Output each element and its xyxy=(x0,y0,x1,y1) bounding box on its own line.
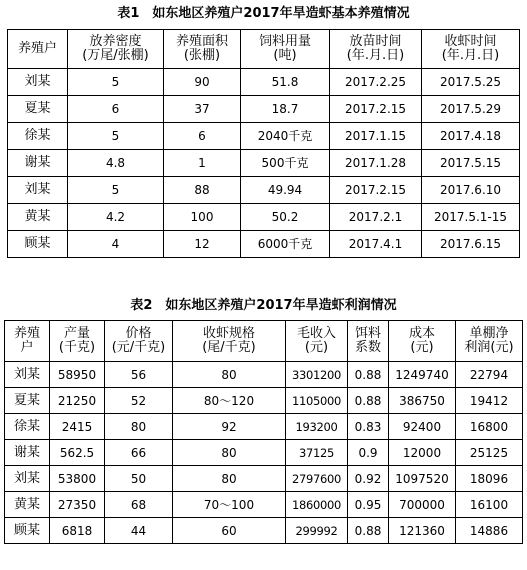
table2-data-cell: 52 xyxy=(105,388,173,414)
table2-data-cell: 0.92 xyxy=(348,466,389,492)
table1-title: 表1 如东地区养殖户2017年旱造虾基本养殖情况 xyxy=(117,6,410,21)
table1-header-row xyxy=(8,30,520,69)
table1-header-text: 养殖户 xyxy=(17,41,57,56)
table1-data-cell: 2017.5.29 xyxy=(422,96,520,123)
table2-data-cell: 0.88 xyxy=(348,362,389,388)
table1-header-cell xyxy=(330,30,422,69)
table1-table-row xyxy=(8,177,520,204)
table2-data-cell: 50 xyxy=(105,466,173,492)
table2-data-cell: 2415 xyxy=(50,414,105,440)
table1-data-cell: 49.94 xyxy=(241,177,330,204)
farmer-name-cell: 刘某 xyxy=(8,177,68,204)
table1-data-cell: 1 xyxy=(164,150,241,177)
table1-data-cell: 2017.2.25 xyxy=(330,69,422,96)
table2-header-text: 利润(元) xyxy=(464,340,514,355)
table1-data-cell: 50.2 xyxy=(241,204,330,231)
table1-data-cell: 37 xyxy=(164,96,241,123)
table2-data-cell: 68 xyxy=(105,492,173,518)
table2-table-row xyxy=(5,362,523,388)
table2-table-row xyxy=(5,388,523,414)
farmer-name-cell: 黄某 xyxy=(5,492,50,518)
table2-data-cell: 0.88 xyxy=(348,518,389,544)
table1-data-cell: 4 xyxy=(68,231,164,258)
table2-header-text: 单棚净 xyxy=(469,326,509,341)
table1-header-cell xyxy=(241,30,330,69)
table2-header-text: 价格 xyxy=(125,326,152,341)
table2-data-cell: 1249740 xyxy=(389,362,456,388)
farmer-name-cell: 谢某 xyxy=(5,440,50,466)
table1-table-row xyxy=(8,231,520,258)
table1-data-cell: 4.8 xyxy=(68,150,164,177)
table2-header-text: 系数 xyxy=(354,340,381,355)
table2-data-cell: 0.88 xyxy=(348,388,389,414)
table2-data-cell: 70～100 xyxy=(173,492,286,518)
table1-header-cell xyxy=(164,30,241,69)
table2-data-cell: 0.9 xyxy=(348,440,389,466)
table1-data-cell: 2017.1.15 xyxy=(330,123,422,150)
table2-header-cell xyxy=(5,321,50,362)
table2-header-cell xyxy=(173,321,286,362)
table2-data-cell: 562.5 xyxy=(50,440,105,466)
table2-data-cell: 66 xyxy=(105,440,173,466)
table1-header-text: 放苗时间 xyxy=(349,34,402,49)
table2-data-cell: 19412 xyxy=(456,388,523,414)
table2-header-cell xyxy=(389,321,456,362)
table2-table-row xyxy=(5,492,523,518)
table1-header-text: 养殖面积 xyxy=(175,34,228,49)
table2-data-cell: 1860000 xyxy=(286,492,348,518)
table2-header-text: (千克) xyxy=(58,340,96,355)
table2-data-cell: 80 xyxy=(173,362,286,388)
table1-header-text: 收虾时间 xyxy=(444,34,497,49)
table2-table-row xyxy=(5,466,523,492)
table1-data-cell: 500千克 xyxy=(241,150,330,177)
table1-header-text: (吨) xyxy=(273,48,297,63)
table2-data-cell: 92 xyxy=(173,414,286,440)
farmer-name-cell: 刘某 xyxy=(5,362,50,388)
table2-data-cell: 27350 xyxy=(50,492,105,518)
table1-header-text: (万尾/张棚) xyxy=(82,48,149,63)
table2-header-cell xyxy=(456,321,523,362)
table2-data-cell: 56 xyxy=(105,362,173,388)
table2-table-row xyxy=(5,440,523,466)
table2-data-cell: 37125 xyxy=(286,440,348,466)
table2-header-cell xyxy=(348,321,389,362)
table1-data-cell: 12 xyxy=(164,231,241,258)
table2-data-cell: 12000 xyxy=(389,440,456,466)
table2-data-cell: 6818 xyxy=(50,518,105,544)
table2-header-text: (元/千克) xyxy=(111,340,166,355)
table2-data-cell: 58950 xyxy=(50,362,105,388)
table2-header-row xyxy=(5,321,523,362)
table2-data-cell: 16100 xyxy=(456,492,523,518)
table1-data-cell: 2017.5.25 xyxy=(422,69,520,96)
table2-data-cell: 80～120 xyxy=(173,388,286,414)
table1-data-cell: 6 xyxy=(164,123,241,150)
farmer-name-cell: 谢某 xyxy=(8,150,68,177)
table1-header-cell xyxy=(422,30,520,69)
table1-data-cell: 100 xyxy=(164,204,241,231)
table1-data-cell: 2017.6.15 xyxy=(422,231,520,258)
table2-header-text: 成本 xyxy=(408,326,435,341)
table2-data-cell: 60 xyxy=(173,518,286,544)
table2-data-cell: 80 xyxy=(173,466,286,492)
table2-data-cell: 80 xyxy=(105,414,173,440)
farmer-name-cell: 夏某 xyxy=(8,96,68,123)
table2-data-cell: 80 xyxy=(173,440,286,466)
table1-header-cell xyxy=(68,30,164,69)
table1-data-cell: 90 xyxy=(164,69,241,96)
table2-data-cell: 700000 xyxy=(389,492,456,518)
table2-header-text: 收虾规格 xyxy=(202,326,255,341)
table1-data-cell: 2017.2.15 xyxy=(330,96,422,123)
table2-header-text: 养殖 xyxy=(13,326,40,341)
table1-data-cell: 5 xyxy=(68,177,164,204)
table2-data-cell: 21250 xyxy=(50,388,105,414)
table1-data-cell: 2017.5.15 xyxy=(422,150,520,177)
table1-table-row xyxy=(8,96,520,123)
table2-data-cell: 299992 xyxy=(286,518,348,544)
table1-data-cell: 2017.5.1-15 xyxy=(422,204,520,231)
table1-header-cell xyxy=(8,30,68,69)
table2-data-cell: 0.95 xyxy=(348,492,389,518)
table1-data-cell: 2017.4.18 xyxy=(422,123,520,150)
table1-data-cell: 2017.2.1 xyxy=(330,204,422,231)
table2-table-row xyxy=(5,414,523,440)
table2-data-cell: 0.83 xyxy=(348,414,389,440)
table1-data-cell: 2017.2.15 xyxy=(330,177,422,204)
table1-table-row xyxy=(8,123,520,150)
table1-data-cell: 6 xyxy=(68,96,164,123)
table2-data-cell: 16800 xyxy=(456,414,523,440)
table1-data-cell: 18.7 xyxy=(241,96,330,123)
table2-data-cell: 121360 xyxy=(389,518,456,544)
table2-header-cell xyxy=(50,321,105,362)
table1-data-cell: 51.8 xyxy=(241,69,330,96)
table1-data-cell: 5 xyxy=(68,123,164,150)
farmer-name-cell: 刘某 xyxy=(8,69,68,96)
table1-header-text: (年.月.日) xyxy=(441,48,500,63)
table2-data-cell: 386750 xyxy=(389,388,456,414)
table2-header-cell xyxy=(105,321,173,362)
table1-data-cell: 5 xyxy=(68,69,164,96)
farmer-name-cell: 徐某 xyxy=(8,123,68,150)
table2-table-row xyxy=(5,518,523,544)
table2-data-cell: 14886 xyxy=(456,518,523,544)
table2-data-cell: 22794 xyxy=(456,362,523,388)
table2-data-cell: 25125 xyxy=(456,440,523,466)
table1-data-cell: 88 xyxy=(164,177,241,204)
table1-table-row xyxy=(8,204,520,231)
table2-data-cell: 92400 xyxy=(389,414,456,440)
table2-header-text: (元) xyxy=(304,340,329,355)
table2-data-cell: 2797600 xyxy=(286,466,348,492)
table2-data-cell: 1097520 xyxy=(389,466,456,492)
table1-header-text: 放养密度 xyxy=(89,34,142,49)
table2-data-cell: 18096 xyxy=(456,466,523,492)
table2-header-text: 产量 xyxy=(63,326,90,341)
table1-basic-farming xyxy=(7,29,520,258)
table1-header-text: 饲料用量 xyxy=(258,34,311,49)
farmer-name-cell: 夏某 xyxy=(5,388,50,414)
table2-header-text: 饵料 xyxy=(354,326,381,341)
table1-data-cell: 2040千克 xyxy=(241,123,330,150)
table1-header-text: (张棚) xyxy=(183,48,221,63)
table1-data-cell: 4.2 xyxy=(68,204,164,231)
table2-data-cell: 1105000 xyxy=(286,388,348,414)
table1-table-row xyxy=(8,150,520,177)
table2-data-cell: 53800 xyxy=(50,466,105,492)
table1-table-row xyxy=(8,69,520,96)
table2-header-text: 毛收入 xyxy=(296,326,336,341)
farmer-name-cell: 顾某 xyxy=(5,518,50,544)
table2-header-text: (元) xyxy=(410,340,434,355)
table2-data-cell: 44 xyxy=(105,518,173,544)
table2-header-text: (尾/千克) xyxy=(202,340,256,355)
table2-header-cell xyxy=(286,321,348,362)
table2-data-cell: 193200 xyxy=(286,414,348,440)
table2-data-cell: 3301200 xyxy=(286,362,348,388)
table2-header-text: 户 xyxy=(20,340,34,355)
table1-header-text: (年.月.日) xyxy=(346,48,405,63)
table2-profit xyxy=(4,320,523,544)
table1-data-cell: 6000千克 xyxy=(241,231,330,258)
table1-data-cell: 2017.1.28 xyxy=(330,150,422,177)
farmer-name-cell: 徐某 xyxy=(5,414,50,440)
farmer-name-cell: 顾某 xyxy=(8,231,68,258)
table1-data-cell: 2017.6.10 xyxy=(422,177,520,204)
table2-title: 表2 如东地区养殖户2017年旱造虾利润情况 xyxy=(130,298,397,313)
farmer-name-cell: 刘某 xyxy=(5,466,50,492)
farmer-name-cell: 黄某 xyxy=(8,204,68,231)
table1-data-cell: 2017.4.1 xyxy=(330,231,422,258)
